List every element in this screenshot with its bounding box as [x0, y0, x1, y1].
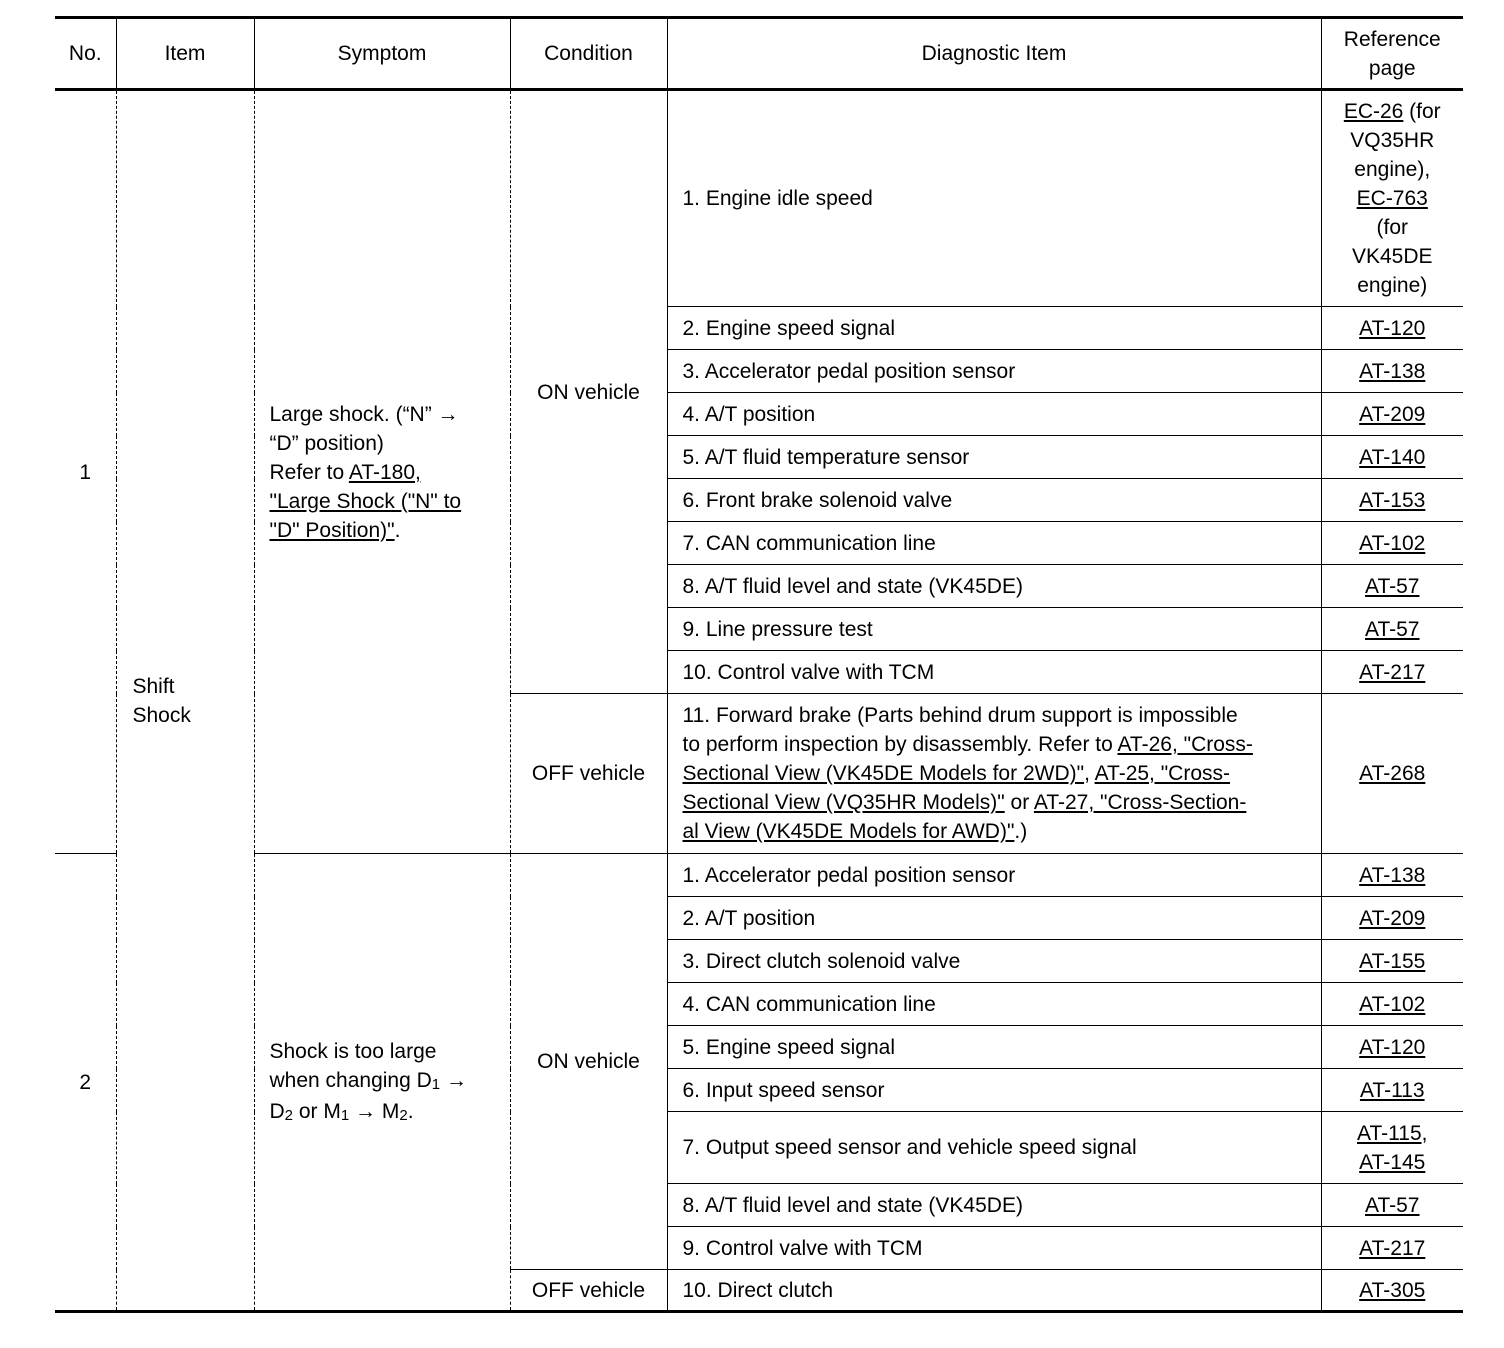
row2-ref-1-link[interactable]: AT-138 — [1359, 863, 1426, 887]
row1-symptom-line2: “D” position) — [269, 431, 384, 455]
row2-diag-7: 7. Output speed sensor and vehicle speed signal — [667, 1112, 1321, 1184]
row2-ref-2 — [1321, 897, 1463, 940]
row1-diag-7: 7. CAN communication line — [667, 522, 1321, 565]
row1-ref-1-text4: (for — [1376, 216, 1408, 239]
row2-diag-8: 8. A/T fluid level and state (VK45DE) — [667, 1184, 1321, 1227]
row1-diag-11-link2[interactable]: AT-25, "Cross- — [1094, 762, 1231, 785]
row1-ref-1-text3: engine), — [1354, 158, 1431, 181]
row2-diag-2: 2. A/T position — [667, 897, 1321, 940]
row1-diag-11-sep2: or — [1004, 791, 1034, 814]
row2-ref-2-link[interactable]: AT-209 — [1359, 906, 1426, 930]
row1-symptom-line1: Large shock. (“N” → — [269, 402, 459, 426]
header-symptom: Symptom — [254, 18, 510, 90]
row2-ref-1 — [1321, 854, 1463, 897]
row2-diag-4: 4. CAN communication line — [667, 983, 1321, 1026]
row2-ref-10-link[interactable]: AT-305 — [1359, 1278, 1426, 1302]
row1-diag-11-link1[interactable]: AT-26, "Cross- — [1117, 733, 1253, 756]
row1-diag-9: 9. Line pressure test — [667, 608, 1321, 651]
row2-symptom-line1: Shock is too large — [269, 1039, 437, 1063]
row1-diag-11-link1b[interactable]: Sectional View (VK45DE Models for 2WD)" — [682, 762, 1085, 785]
row2-ref-6 — [1321, 1069, 1463, 1112]
row2-ref-3 — [1321, 940, 1463, 983]
row2-ref-3-link[interactable]: AT-155 — [1359, 949, 1426, 973]
row1-ref-5-link[interactable]: AT-140 — [1359, 445, 1426, 469]
header-condition: Condition — [510, 18, 667, 90]
row1-diag-11-line2: to perform inspection by disassembly. Refer to — [682, 733, 1118, 756]
row2-condition-off: OFF vehicle — [510, 1270, 667, 1312]
header-diagnostic-item: Diagnostic Item — [667, 18, 1321, 90]
row1-ref-9-link[interactable]: AT-57 — [1365, 617, 1420, 641]
row1-diag-11 — [667, 694, 1321, 854]
header-reference-line1: Reference — [1343, 27, 1441, 51]
row2-ref-7-link1[interactable]: AT-115, — [1357, 1121, 1428, 1145]
row1-diag-11-link3[interactable]: AT-27, "Cross-Section- — [1033, 791, 1247, 814]
row1-ref-11 — [1321, 694, 1463, 854]
row1-ref-4 — [1321, 393, 1463, 436]
row2-diag-10: 10. Direct clutch — [667, 1270, 1321, 1312]
row2-ref-4-link[interactable]: AT-102 — [1359, 992, 1426, 1016]
row2-symptom — [254, 854, 510, 1312]
row2-ref-10 — [1321, 1270, 1463, 1312]
row1-ref-1-text6: engine) — [1357, 274, 1428, 297]
row1-ref-6 — [1321, 479, 1463, 522]
row2-ref-7-link2[interactable]: AT-145 — [1359, 1150, 1426, 1174]
row2-ref-8-link[interactable]: AT-57 — [1365, 1193, 1420, 1217]
row1-ref-1-text5: VK45DE — [1351, 245, 1433, 268]
row2-symptom-line3: $D_2$ or $M_1 \to M_2$. — [269, 1099, 414, 1124]
row2-number: 2 — [55, 854, 116, 1312]
row1-ref-8-link[interactable]: AT-57 — [1365, 574, 1420, 598]
item-name-line1: Shift — [132, 674, 175, 698]
diagnosis-table — [55, 16, 1463, 1313]
header-no: No. — [55, 18, 116, 90]
row2-diag-5: 5. Engine speed signal — [667, 1026, 1321, 1069]
row1-diag-11-link3b[interactable]: al View (VK45DE Models for AWD)" — [682, 820, 1015, 843]
item-name — [116, 90, 254, 1312]
row1-diag-3: 3. Accelerator pedal position sensor — [667, 350, 1321, 393]
row1-ref-2-link[interactable]: AT-120 — [1359, 316, 1426, 340]
row2-ref-4 — [1321, 983, 1463, 1026]
row1-ref-1-link2[interactable]: EC-763 — [1356, 187, 1428, 210]
header-item: Item — [116, 18, 254, 90]
row2-diag-3: 3. Direct clutch solenoid valve — [667, 940, 1321, 983]
row1-ref-7 — [1321, 522, 1463, 565]
row1-condition-off: OFF vehicle — [510, 694, 667, 854]
row1-diag-2: 2. Engine speed signal — [667, 307, 1321, 350]
row1-diag-11-link2b[interactable]: Sectional View (VQ35HR Models)" — [682, 791, 1005, 814]
table-row — [55, 854, 1463, 897]
row1-diag-5: 5. A/T fluid temperature sensor — [667, 436, 1321, 479]
row2-symptom-line2: when changing $D_1$ → — [269, 1068, 467, 1093]
row1-diag-1: 1. Engine idle speed — [667, 90, 1321, 307]
row1-ref-5 — [1321, 436, 1463, 479]
row1-ref-11-link[interactable]: AT-268 — [1359, 762, 1426, 785]
header-row — [55, 18, 1463, 90]
row1-symptom-link-line2[interactable]: "Large Shock ("N" to — [269, 489, 462, 513]
row1-number: 1 — [55, 90, 116, 854]
row1-symptom-suffix: . — [394, 518, 401, 542]
row1-ref-1-link1[interactable]: EC-26 — [1343, 100, 1404, 123]
row1-ref-6-link[interactable]: AT-153 — [1359, 488, 1426, 512]
row1-symptom-refer: Refer to — [269, 460, 349, 484]
row2-ref-7 — [1321, 1112, 1463, 1184]
row1-ref-4-link[interactable]: AT-209 — [1359, 402, 1426, 426]
table-row — [55, 90, 1463, 307]
row1-ref-1 — [1321, 90, 1463, 307]
row1-ref-2 — [1321, 307, 1463, 350]
row1-ref-3 — [1321, 350, 1463, 393]
header-reference-page — [1321, 18, 1463, 90]
row2-diag-6: 6. Input speed sensor — [667, 1069, 1321, 1112]
row1-ref-1-text1: (for — [1403, 100, 1441, 123]
row1-diag-8: 8. A/T fluid level and state (VK45DE) — [667, 565, 1321, 608]
row1-ref-9 — [1321, 608, 1463, 651]
row1-condition-on: ON vehicle — [510, 90, 667, 694]
row1-diag-6: 6. Front brake solenoid valve — [667, 479, 1321, 522]
row1-ref-3-link[interactable]: AT-138 — [1359, 359, 1426, 383]
row1-diag-11-line1: 11. Forward brake (Parts behind drum support is impossible — [682, 704, 1238, 727]
row2-condition-on: ON vehicle — [510, 854, 667, 1270]
row2-ref-5 — [1321, 1026, 1463, 1069]
item-name-line2: Shock — [132, 703, 191, 727]
row2-ref-9 — [1321, 1227, 1463, 1270]
row1-symptom-link-line3[interactable]: "D" Position)" — [269, 518, 395, 542]
header-reference-line2: page — [1368, 56, 1416, 80]
row1-diag-11-suffix: .) — [1014, 820, 1028, 843]
row1-diag-11-sep1: , — [1084, 762, 1095, 785]
row1-ref-8 — [1321, 565, 1463, 608]
row1-diag-10: 10. Control valve with TCM — [667, 651, 1321, 694]
row2-ref-6-link[interactable]: AT-113 — [1359, 1078, 1425, 1102]
row1-symptom — [254, 90, 510, 854]
row1-ref-1-text2: VQ35HR — [1350, 129, 1435, 152]
row2-diag-9: 9. Control valve with TCM — [667, 1227, 1321, 1270]
row1-diag-4: 4. A/T position — [667, 393, 1321, 436]
row2-ref-9-link[interactable]: AT-217 — [1359, 1236, 1426, 1260]
row2-ref-5-link[interactable]: AT-120 — [1359, 1035, 1426, 1059]
row2-diag-1: 1. Accelerator pedal position sensor — [667, 854, 1321, 897]
row1-symptom-link[interactable]: AT-180, — [348, 460, 421, 484]
diagnosis-table-container — [55, 16, 1463, 1313]
row1-ref-10 — [1321, 651, 1463, 694]
row2-ref-8 — [1321, 1184, 1463, 1227]
row1-ref-7-link[interactable]: AT-102 — [1359, 531, 1426, 555]
row1-ref-10-link[interactable]: AT-217 — [1359, 660, 1426, 684]
